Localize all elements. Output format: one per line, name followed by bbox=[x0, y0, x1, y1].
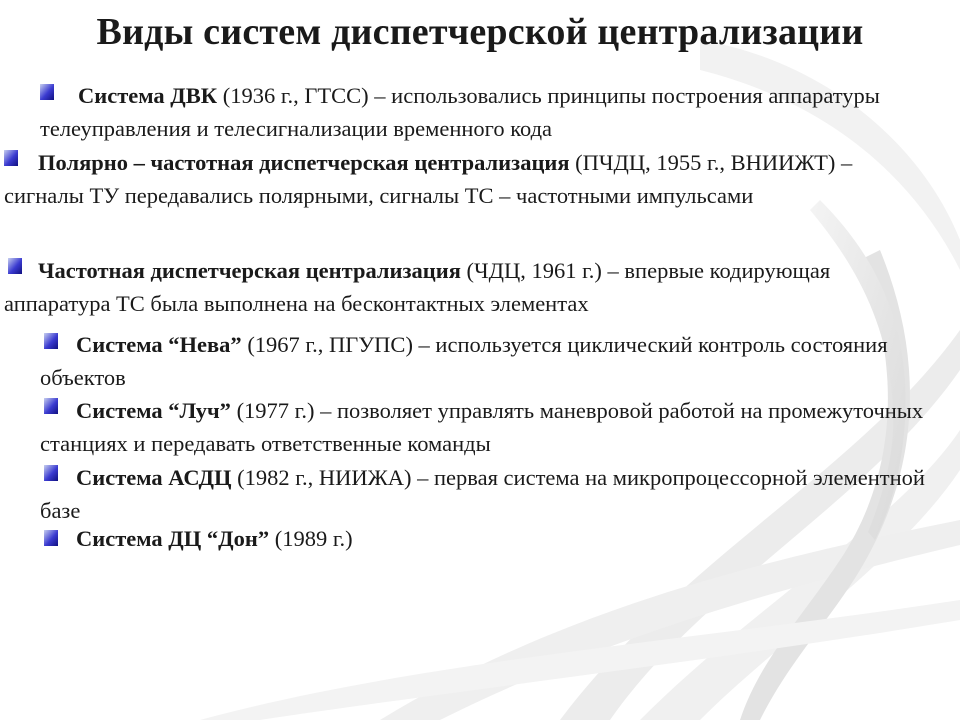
item-name: Система “Луч” bbox=[76, 398, 231, 423]
item-text: (1967 г., ПГУПС) – используется циклический контроль состояния объектов bbox=[40, 332, 888, 390]
item-text: (ЧДЦ, 1961 г.) – впервые кодирующая аппаратура ТС была выполнена на бесконтактных элементах bbox=[4, 258, 831, 316]
item-text: (1936 г., ГТСС) – использовались принципы построения аппаратуры телеуправления и телесигнализации временного кода bbox=[40, 83, 880, 141]
list-item bbox=[40, 394, 930, 460]
list-item bbox=[4, 146, 924, 212]
item-name: Система “Нева” bbox=[76, 332, 242, 357]
item-text: (1982 г., НИИЖА) – первая система на микропроцессорной элементной базе bbox=[40, 465, 925, 523]
list-item bbox=[40, 461, 950, 527]
item-text: (1989 г.) bbox=[269, 526, 353, 551]
item-name: Система ДВК bbox=[78, 83, 218, 108]
item-text: (1977 г.) – позволяет управлять маневровой работой на промежуточных станциях и передавать ответственные команды bbox=[40, 398, 924, 456]
slide-title: Виды систем диспетчерской централизации bbox=[96, 11, 864, 53]
item-name: Система АСДЦ bbox=[76, 465, 232, 490]
list-item bbox=[40, 328, 930, 394]
item-text: (ПЧДЦ, 1955 г., ВНИИЖТ) – сигналы ТУ передавались полярными, сигналы ТС – частотными импульсами bbox=[4, 150, 853, 208]
list-item bbox=[40, 79, 920, 145]
item-name: Полярно – частотная диспетчерская централизация bbox=[38, 150, 570, 175]
item-name: Система ДЦ “Дон” bbox=[76, 526, 270, 551]
list-item bbox=[40, 522, 930, 555]
list-item bbox=[4, 254, 884, 320]
item-name: Частотная диспетчерская централизация bbox=[38, 258, 461, 283]
